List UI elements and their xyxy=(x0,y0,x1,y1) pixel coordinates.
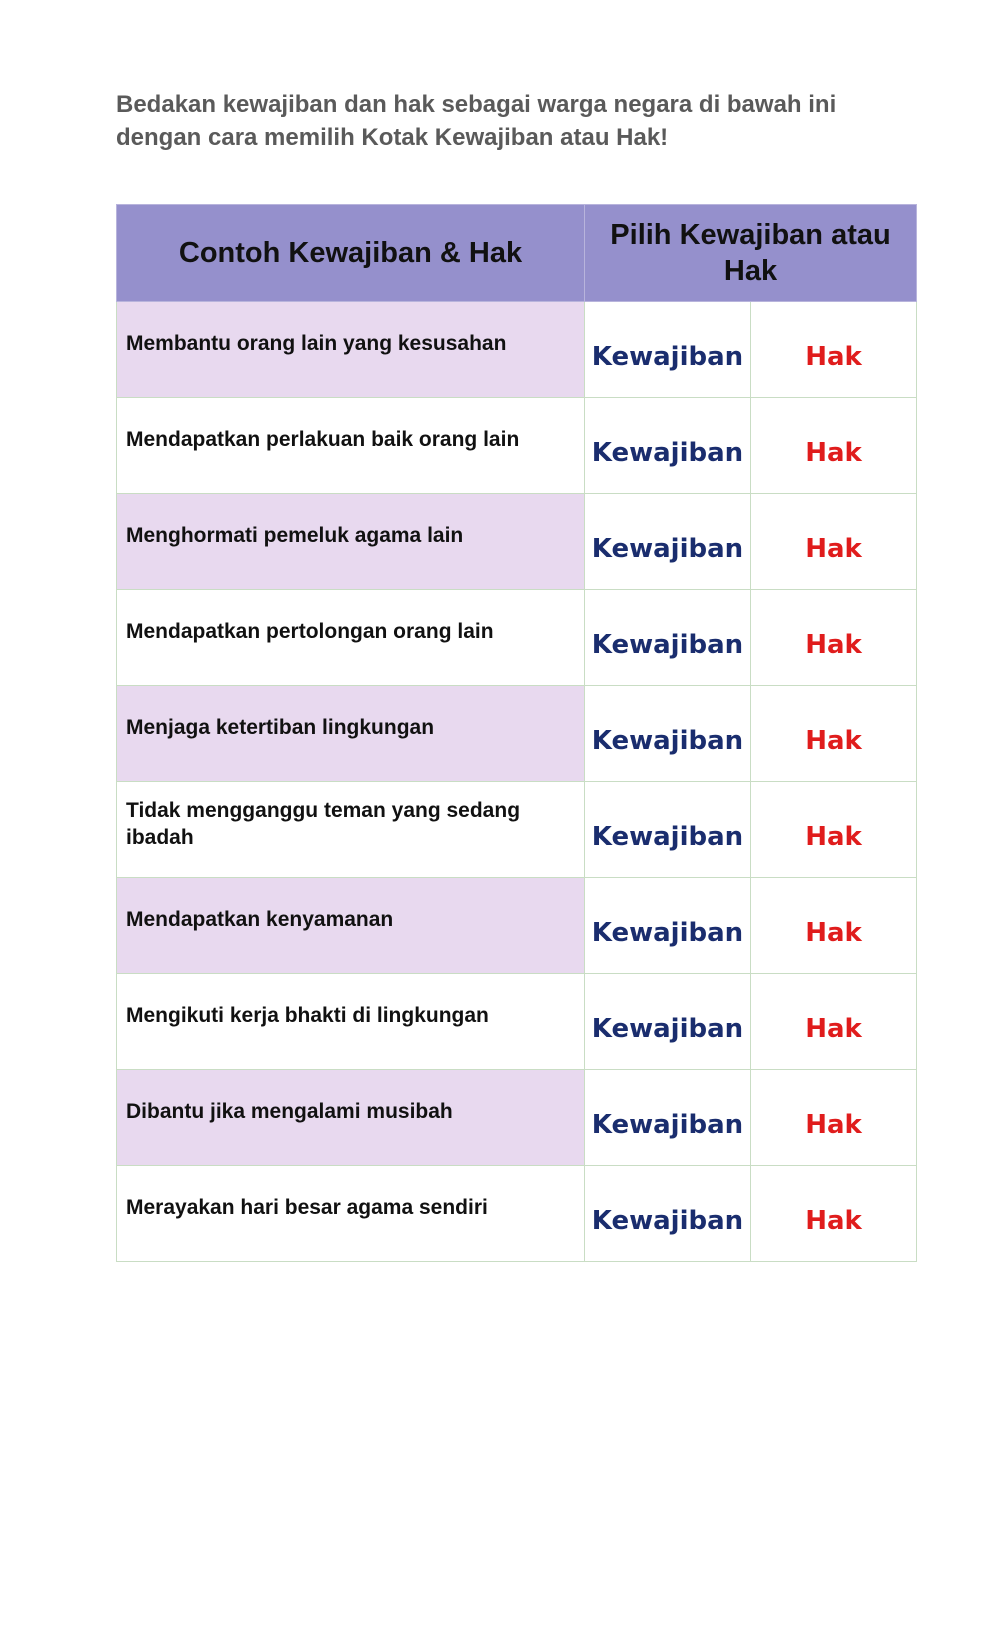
worksheet-table xyxy=(116,204,917,1262)
header-example: Contoh Kewajiban & Hak xyxy=(117,205,585,302)
table-header-row xyxy=(117,205,917,302)
hak-option[interactable]: Hak xyxy=(751,590,917,686)
table-row xyxy=(117,1070,917,1166)
kewajiban-option[interactable]: Kewajiban xyxy=(585,302,751,398)
hak-option[interactable]: Hak xyxy=(751,686,917,782)
hak-option[interactable]: Hak xyxy=(751,302,917,398)
table-row xyxy=(117,974,917,1070)
example-text: Menghormati pemeluk agama lain xyxy=(117,494,585,590)
hak-option[interactable]: Hak xyxy=(751,974,917,1070)
table-row xyxy=(117,686,917,782)
example-text: Mengikuti kerja bhakti di lingkungan xyxy=(117,974,585,1070)
kewajiban-option[interactable]: Kewajiban xyxy=(585,686,751,782)
table-row xyxy=(117,878,917,974)
table-row xyxy=(117,494,917,590)
header-choice: Pilih Kewajiban atau Hak xyxy=(585,205,917,302)
hak-option[interactable]: Hak xyxy=(751,1070,917,1166)
kewajiban-option[interactable]: Kewajiban xyxy=(585,974,751,1070)
hak-option[interactable]: Hak xyxy=(751,1166,917,1262)
example-text: Mendapatkan kenyamanan xyxy=(117,878,585,974)
kewajiban-option[interactable]: Kewajiban xyxy=(585,878,751,974)
kewajiban-option[interactable]: Kewajiban xyxy=(585,398,751,494)
hak-option[interactable]: Hak xyxy=(751,782,917,878)
example-text: Mendapatkan perlakuan baik orang lain xyxy=(117,398,585,494)
table-row xyxy=(117,782,917,878)
example-text: Mendapatkan pertolongan orang lain xyxy=(117,590,585,686)
kewajiban-option[interactable]: Kewajiban xyxy=(585,494,751,590)
kewajiban-option[interactable]: Kewajiban xyxy=(585,1070,751,1166)
example-text: Tidak mengganggu teman yang sedang ibadah xyxy=(117,782,585,878)
example-text: Merayakan hari besar agama sendiri xyxy=(117,1166,585,1262)
example-text: Menjaga ketertiban lingkungan xyxy=(117,686,585,782)
example-text: Dibantu jika mengalami musibah xyxy=(117,1070,585,1166)
table-row xyxy=(117,1166,917,1262)
instruction-text: Bedakan kewajiban dan hak sebagai warga negara di bawah ini dengan cara memilih Kotak Kewajiban atau Hak! xyxy=(116,91,837,151)
kewajiban-option[interactable]: Kewajiban xyxy=(585,782,751,878)
table-row xyxy=(117,302,917,398)
kewajiban-option[interactable]: Kewajiban xyxy=(585,1166,751,1262)
hak-option[interactable]: Hak xyxy=(751,398,917,494)
kewajiban-option[interactable]: Kewajiban xyxy=(585,590,751,686)
table-row xyxy=(117,398,917,494)
table-row xyxy=(117,590,917,686)
hak-option[interactable]: Hak xyxy=(751,494,917,590)
example-text: Membantu orang lain yang kesusahan xyxy=(117,302,585,398)
hak-option[interactable]: Hak xyxy=(751,878,917,974)
